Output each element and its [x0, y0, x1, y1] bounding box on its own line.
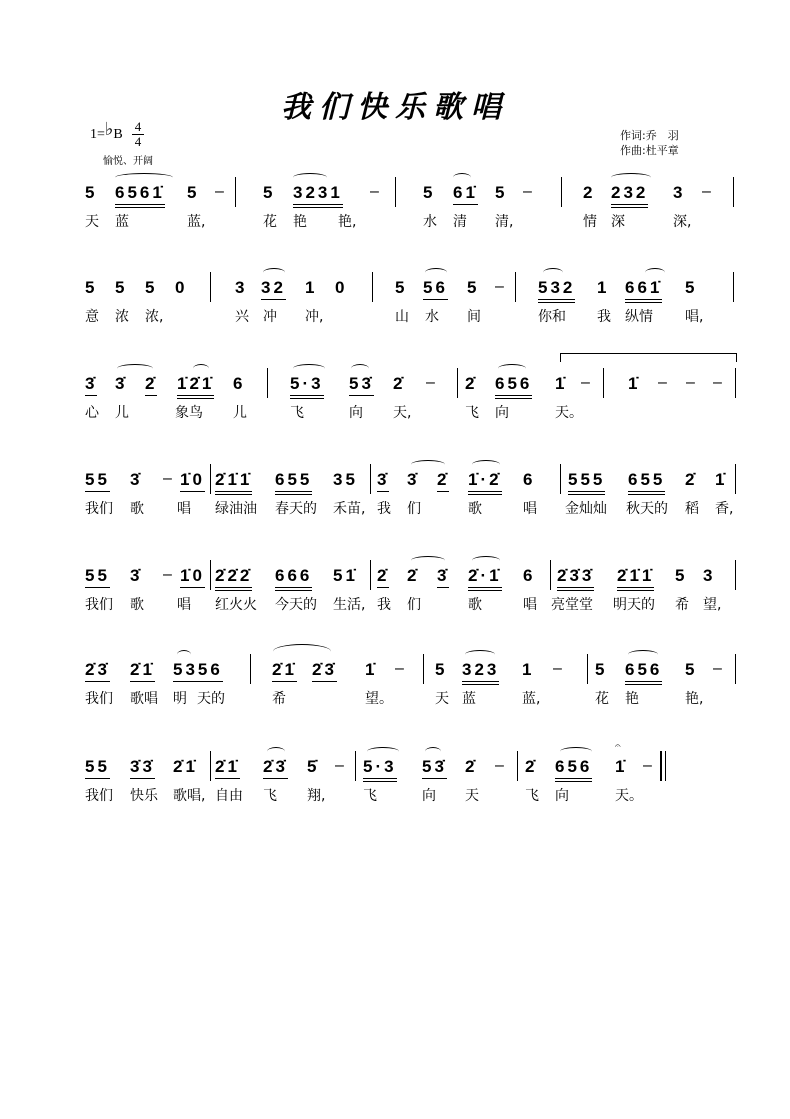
dash: –: [523, 183, 532, 200]
lyric: 我们: [85, 597, 113, 613]
note: 1̇: [615, 757, 628, 776]
lyric: 儿: [115, 405, 129, 421]
barline: [210, 464, 211, 494]
note-group: 323: [462, 660, 499, 685]
note: 2̇: [465, 374, 478, 393]
lyric: 天: [435, 691, 449, 707]
note-group: 1̇2̇1̇: [177, 374, 214, 399]
volta-bracket: [560, 353, 737, 362]
slur: [273, 644, 331, 659]
lyric: 水: [425, 309, 439, 325]
lyric: 飞: [465, 405, 479, 421]
score-row-6: [85, 660, 737, 720]
slur: [193, 364, 209, 373]
note-group: 61̇: [453, 183, 478, 205]
note: 3̇: [115, 374, 128, 393]
note-group: 2̇2̇2̇: [215, 566, 252, 591]
lyric: 歌: [468, 597, 482, 613]
note-group: 6561̇: [115, 183, 165, 208]
slur: [411, 556, 445, 565]
lyric: 天,: [393, 405, 412, 421]
slur: [645, 268, 665, 277]
note: 3: [703, 566, 716, 585]
key-prefix: 1=: [90, 127, 105, 142]
lyric: 明: [173, 691, 187, 707]
lyric: 歌: [468, 501, 482, 517]
note-group: 655: [275, 470, 312, 495]
barline: [250, 654, 251, 684]
note-group: 666: [275, 566, 312, 591]
dash: –: [163, 470, 172, 487]
dash: –: [395, 660, 404, 677]
barline: [733, 272, 734, 302]
barline: [735, 560, 736, 590]
key-note: B: [113, 127, 123, 142]
lyric: 清: [453, 214, 467, 230]
lyric: 冲: [263, 309, 277, 325]
note: 2: [583, 183, 596, 202]
slur: [498, 364, 526, 373]
lyric: 蓝: [462, 691, 476, 707]
note-group: 2̇3̇3̇: [557, 566, 594, 591]
lyric: 天的: [197, 691, 225, 707]
slur: [177, 650, 191, 659]
slur: [411, 460, 445, 469]
note: 5̇: [307, 757, 320, 776]
note: 5: [467, 278, 480, 297]
note: 5: [423, 183, 436, 202]
lyric: 天: [85, 214, 99, 230]
note-group: 1̇0: [180, 566, 205, 588]
note: 0: [335, 278, 348, 297]
note-group: 2̇1̇: [272, 660, 297, 682]
note: 2̇: [525, 757, 538, 776]
dash: –: [426, 374, 435, 391]
note: 5: [435, 660, 448, 679]
barline: [561, 177, 562, 207]
lyric: 明天的: [613, 597, 655, 613]
dash: –: [658, 374, 667, 391]
lyric: 飞: [290, 405, 304, 421]
slur: [267, 747, 285, 756]
note: 5: [685, 278, 698, 297]
slur: [453, 173, 471, 182]
lyric: 们: [407, 501, 421, 517]
score-row-2: [85, 278, 737, 338]
slur: [351, 364, 369, 373]
score-row-7: [85, 741, 737, 817]
lyric: 歌: [130, 501, 144, 517]
note-group: 2̇1̇: [215, 757, 240, 779]
barline: [423, 654, 424, 684]
note-group: 55: [85, 470, 110, 492]
note-group: 555: [568, 470, 605, 495]
barline: [735, 654, 736, 684]
note-group: 51̇: [333, 566, 358, 585]
note: 5: [685, 660, 698, 679]
note-group: 532: [538, 278, 575, 303]
barline: [210, 560, 211, 590]
note-group: 1̇·2̇: [468, 470, 502, 495]
slur: [263, 268, 285, 277]
barline: [733, 177, 734, 207]
lyric: 香,: [715, 501, 734, 517]
lyricist: 作词:乔 羽: [620, 129, 679, 142]
dash: –: [581, 374, 590, 391]
lyric: 艳,: [338, 214, 357, 230]
lyric: 天: [465, 788, 479, 804]
slur: [465, 650, 495, 659]
note-group: 2̇1̇: [173, 757, 198, 776]
note: 2̇: [465, 757, 478, 776]
note: 5: [115, 278, 128, 297]
lyric: 浓,: [145, 309, 164, 325]
lyric: 我们: [85, 788, 113, 804]
lyric: 生活,: [333, 597, 366, 613]
barline: [517, 751, 518, 781]
dash: –: [643, 757, 652, 774]
composer: 作曲:杜平章: [620, 144, 679, 157]
lyric: 望。: [365, 691, 393, 707]
lyric: 水: [423, 214, 437, 230]
lyric: 你和: [538, 309, 566, 325]
note-group: 55: [85, 566, 110, 588]
slur: [543, 268, 563, 277]
lyric: 向: [422, 788, 436, 804]
lyric: 自由: [215, 788, 243, 804]
lyric: 儿: [233, 405, 247, 421]
lyric: 唱: [523, 501, 537, 517]
lyric: 向: [349, 405, 363, 421]
lyric: 冲,: [305, 309, 324, 325]
lyric: 禾苗,: [333, 501, 366, 517]
lyric: 山: [395, 309, 409, 325]
note: 2̇: [145, 374, 157, 396]
lyric: 艳: [625, 691, 639, 707]
lyric: 我: [377, 501, 391, 517]
time-top: 4: [134, 119, 142, 134]
lyric: 我: [597, 309, 611, 325]
lyric: 意: [85, 309, 99, 325]
lyric: 快乐: [130, 788, 158, 804]
note-group: 5356: [173, 660, 223, 682]
note: 5: [675, 566, 688, 585]
lyric: 希: [675, 597, 689, 613]
time-bottom: 4: [134, 134, 142, 149]
barline: [372, 272, 373, 302]
note: 0: [175, 278, 188, 297]
barline: [355, 751, 356, 781]
lyric: 们: [407, 597, 421, 613]
mood-marking: 愉悦、开阔: [103, 156, 153, 167]
credits: [620, 128, 679, 158]
lyric: 向: [495, 405, 509, 421]
dash: –: [163, 566, 172, 583]
barline: [603, 368, 604, 398]
note: 1: [597, 278, 610, 297]
barline: [735, 464, 736, 494]
lyric: 歌唱,: [173, 788, 206, 804]
barline: [550, 560, 551, 590]
lyric: 兴: [235, 309, 249, 325]
note-group: 32: [261, 278, 286, 300]
dash: –: [713, 374, 722, 391]
lyric: 间: [467, 309, 481, 325]
lyric: 蓝,: [187, 214, 206, 230]
dash: –: [495, 278, 504, 295]
barline: [235, 177, 236, 207]
key-signature: [90, 119, 123, 143]
lyric: 心: [85, 405, 99, 421]
note: 5: [595, 660, 608, 679]
note: 3: [673, 183, 686, 202]
note: 3: [235, 278, 248, 297]
note: 5: [395, 278, 408, 297]
lyric: 深,: [673, 214, 692, 230]
lyric: 向: [555, 788, 569, 804]
lyric: 艳: [293, 214, 307, 230]
lyric: 唱: [523, 597, 537, 613]
lyric: 飞: [263, 788, 277, 804]
note: 5: [85, 278, 98, 297]
final-barline: [660, 751, 662, 781]
lyric: 歌: [130, 597, 144, 613]
slur: [472, 556, 500, 565]
lyric: 花: [263, 214, 277, 230]
score-row-5: [85, 566, 737, 626]
flat-icon: ♭: [104, 119, 114, 139]
score-row-4: [85, 470, 737, 530]
final-barline: [665, 751, 666, 781]
note-group: 655: [628, 470, 665, 495]
note-group: 656: [555, 757, 592, 782]
barline: [370, 464, 371, 494]
note: 5: [85, 183, 98, 202]
lyric: 艳,: [685, 691, 704, 707]
note: 6: [233, 374, 246, 393]
fermata-icon: 𝄐: [615, 741, 621, 752]
note: 6: [523, 470, 536, 489]
slur: [611, 173, 651, 182]
note-group: 55: [85, 757, 110, 779]
note-group: 53̇: [349, 374, 374, 396]
note: 5: [187, 183, 200, 202]
barline: [515, 272, 516, 302]
note: 1̇: [628, 374, 641, 393]
lyric: 飞: [525, 788, 539, 804]
lyric: 秋天的: [626, 501, 668, 517]
slur: [425, 747, 441, 756]
lyric: 金灿灿: [565, 501, 607, 517]
barline: [457, 368, 458, 398]
lyric: 情: [583, 214, 597, 230]
dash: –: [370, 183, 379, 200]
barline: [735, 368, 736, 398]
time-signature: [132, 120, 144, 149]
note: 3̇: [85, 374, 97, 396]
slur: [367, 747, 399, 756]
lyric: 蓝: [115, 214, 129, 230]
note: 1: [522, 660, 535, 679]
note: 1̇: [715, 470, 728, 489]
note-group: 2̇·1̇: [468, 566, 502, 591]
song-title: 我们快乐歌唱: [281, 90, 509, 125]
note-group: 5·3: [363, 757, 397, 782]
note: 2̇: [685, 470, 698, 489]
note-group: 53̇: [422, 757, 447, 779]
slur: [117, 364, 153, 373]
lyric: 今天的: [275, 597, 317, 613]
note-group: 35: [333, 470, 358, 489]
note-group: 1̇0: [180, 470, 205, 492]
note-group: 2̇3̇: [85, 660, 110, 682]
note: 3̇: [407, 470, 420, 489]
note-group: 3231: [293, 183, 343, 208]
note: 3̇: [130, 470, 143, 489]
lyric: 天。: [615, 788, 643, 804]
lyric: 唱: [177, 501, 191, 517]
note-group: 2̇1̇1̇: [617, 566, 654, 591]
lyric: 蓝,: [522, 691, 541, 707]
barline: [587, 654, 588, 684]
note: 5: [145, 278, 158, 297]
slur: [293, 364, 325, 373]
slur: [472, 460, 500, 469]
note: 1: [305, 278, 318, 297]
score-row-1: [85, 183, 737, 243]
slur: [293, 173, 327, 182]
barline: [210, 751, 211, 781]
lyric: 浓: [115, 309, 129, 325]
note: 1̇: [555, 374, 568, 393]
note: 2̇: [377, 566, 389, 588]
lyric: 飞: [363, 788, 377, 804]
lyric: 亮堂堂: [551, 597, 593, 613]
note-group: 656: [495, 374, 532, 399]
barline: [370, 560, 371, 590]
lyric: 天。: [555, 405, 583, 421]
lyric: 春天的: [275, 501, 317, 517]
note: 5: [495, 183, 508, 202]
note-group: 656: [625, 660, 662, 685]
note-group: 2̇1̇1̇: [215, 470, 252, 495]
barline: [395, 177, 396, 207]
lyric: 唱: [177, 597, 191, 613]
lyric: 绿油油: [215, 501, 257, 517]
lyric: 希: [272, 691, 286, 707]
dash: –: [215, 183, 224, 200]
note-group: 2̇3̇: [312, 660, 337, 682]
slur: [425, 268, 447, 277]
lyric: 我们: [85, 691, 113, 707]
dash: –: [713, 660, 722, 677]
note-group: 56: [423, 278, 448, 300]
score-row-3: [85, 374, 737, 434]
lyric: 稻: [685, 501, 699, 517]
note-group: 2̇3̇: [263, 757, 288, 779]
barline: [210, 272, 211, 302]
dash: –: [495, 757, 504, 774]
note: 3̇: [437, 566, 449, 588]
note: 2̇: [393, 374, 406, 393]
dash: –: [335, 757, 344, 774]
slur: [560, 747, 592, 756]
note: 5: [263, 183, 276, 202]
lyric: 唱,: [685, 309, 704, 325]
lyric: 深: [611, 214, 625, 230]
note-group: 661̇: [625, 278, 662, 303]
note: 2̇: [407, 566, 420, 585]
note: 2̇: [437, 470, 449, 492]
note-group: 5·3: [290, 374, 324, 399]
dash: –: [702, 183, 711, 200]
note-group: 2̇1̇: [130, 660, 155, 682]
barline: [267, 368, 268, 398]
note: 3̇: [377, 470, 389, 492]
note-group: 232: [611, 183, 648, 208]
lyric: 清,: [495, 214, 514, 230]
dash: –: [686, 374, 695, 391]
barline: [560, 464, 561, 494]
note-group: 3̇3̇: [130, 757, 155, 779]
slur: [628, 650, 658, 659]
lyric: 象鸟: [175, 405, 203, 421]
lyric: 我们: [85, 501, 113, 517]
lyric: 红火火: [215, 597, 257, 613]
note: 6: [523, 566, 536, 585]
note: 1̇: [365, 660, 378, 679]
lyric: 望,: [703, 597, 722, 613]
slur: [115, 173, 173, 182]
lyric: 翔,: [307, 788, 326, 804]
dash: –: [553, 660, 562, 677]
lyric: 我: [377, 597, 391, 613]
lyric: 歌唱: [130, 691, 158, 707]
note: 3̇: [130, 566, 143, 585]
lyric: 纵情: [625, 309, 653, 325]
lyric: 花: [595, 691, 609, 707]
